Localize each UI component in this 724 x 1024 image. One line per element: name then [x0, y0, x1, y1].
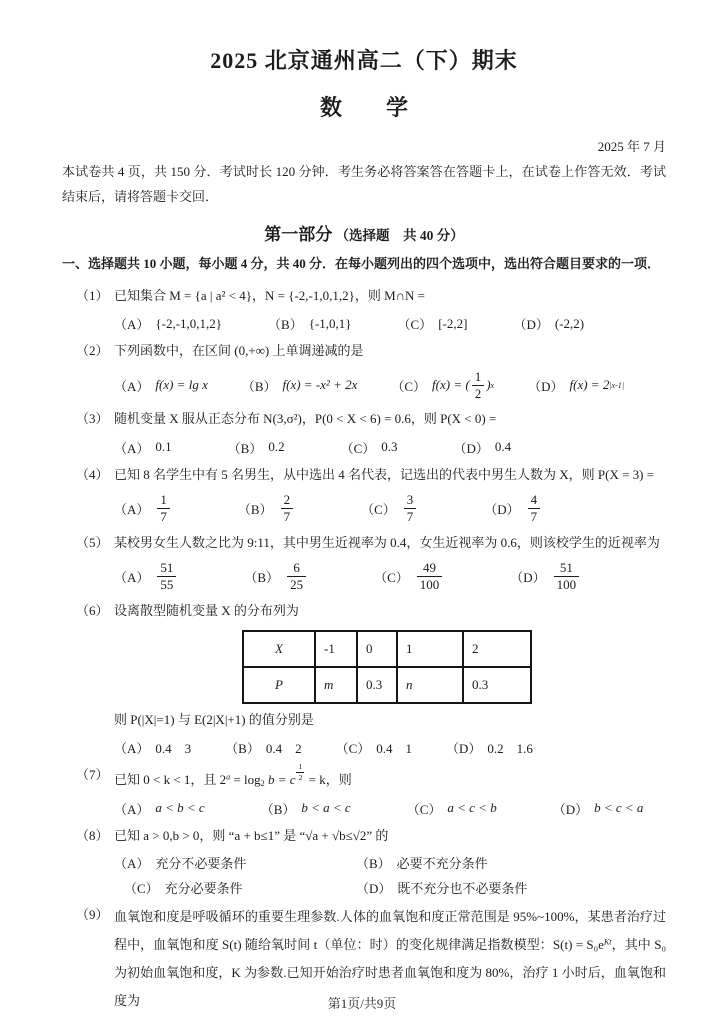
question-1-number: （1）	[76, 287, 109, 303]
table-cell: 0.3	[463, 667, 531, 703]
table-cell: 1	[397, 631, 463, 667]
question-5-stem: 某校男女生人数之比为 9:11，其中男生近视率为 0.4，女生近视率为 0.6，则该校学生的近视率为	[114, 534, 660, 550]
option-value: 0.4 2	[265, 741, 302, 757]
section-intro: 一、选择题共 10 小题，每小题 4 分，共 40 分．在每小题列出的四个选项中，选出符合题目要求的一项．	[62, 255, 661, 271]
subscript: 2	[260, 779, 265, 789]
fraction: $\frac{49}{100}$	[417, 561, 443, 593]
option-value: 必要不充分条件	[396, 856, 488, 872]
question-3-option-b: （B） 0.2	[227, 439, 285, 456]
question-5	[76, 531, 666, 593]
question-8-number: （8）	[76, 827, 109, 843]
question-3-option-d: （D） 0.4	[453, 439, 512, 456]
section-heading	[62, 220, 666, 245]
option-value: f(x) = -x² + 2x	[282, 377, 358, 393]
table-cell: P	[243, 667, 315, 703]
question-2-stem: 下列函数中，在区间 (0,+∞) 上单调递减的是	[114, 343, 364, 359]
question-3-stem: 随机变量 X 服从正态分布 N(3,σ²)，P(0 < X < 6) = 0.6，则 P(X < 0) =	[114, 411, 497, 427]
question-1-stem: 已知集合 M = {a | a² < 4}，N = {-2,-1,0,1,2}，则 M∩N =	[114, 287, 426, 303]
question-2	[76, 339, 666, 401]
question-7-options	[114, 799, 666, 818]
question-2-option-d: （D） f(x) = 2 |x-1|	[528, 377, 625, 394]
option-value: 充分不必要条件	[155, 856, 247, 872]
option-value: 0.1	[155, 439, 172, 455]
question-3	[76, 407, 666, 456]
question-6-number: （6）	[76, 602, 109, 618]
table-cell: X	[243, 631, 315, 667]
question-4-option-a: （A） $\frac{1}{7}$	[114, 493, 172, 525]
section-heading-sub: （选择题 共 40 分）	[335, 227, 464, 243]
question-4-number: （4）	[76, 466, 109, 482]
subject-title: 数 学	[319, 95, 408, 120]
option-value: [-2,2]	[438, 315, 468, 331]
question-4-option-c: （C） $\frac{3}{7}$	[361, 493, 418, 525]
question-6-option-d: （D） 0.2 1.6	[446, 738, 533, 757]
question-8-option-d: （D） 既不充分也不必要条件	[356, 878, 527, 897]
question-2-option-c: （C） f(x) = ( $\frac{1}{2}$ ) x	[391, 368, 495, 401]
question-6-stem: 设离散型随机变量 X 的分布列为	[114, 602, 299, 618]
question-6-option-a: （A） 0.4 3	[114, 738, 191, 757]
exponent: |x-1|	[609, 380, 625, 390]
table-cell: n	[397, 667, 463, 703]
fraction: $\frac{2}{7}$	[281, 493, 294, 525]
question-8-option-c: （C） 充分必要条件	[124, 878, 356, 897]
question-1-option-a: （A） {-2,-1,0,1,2}	[114, 315, 223, 333]
question-1-option-c: （C） [-2,2]	[397, 315, 468, 333]
question-5-options	[114, 561, 666, 593]
question-6-then: 则 P(|X|=1) 与 E(2|X|+1) 的值分别是	[114, 711, 314, 727]
option-value: 0.4	[494, 439, 512, 455]
table-cell: -1	[315, 631, 357, 667]
option-value: a < c < b	[447, 800, 497, 816]
question-2-option-a: （A） f(x) = lg x	[114, 377, 208, 394]
table-cell: m	[315, 667, 357, 703]
option-value: 既不充分也不必要条件	[397, 881, 528, 897]
question-3-number: （3）	[76, 411, 109, 427]
question-3-option-c: （C） 0.3	[340, 439, 398, 456]
question-9-stem: 血氧饱和度是呼吸循环的重要生理参数.人体的血氧饱和度正常范围是 95%~100%，某患者治疗过程中，血氧饱和度 S(t) 随给氧时间 t（单位：时）的变化规律满足指数模型：$S(t) = S_0e^{Kt}$，其中 S₀ 为初始血氧饱和度，K 为参数.已知开始治疗时患者血氧饱和度为 80%，治疗 1 小时后，血氧饱和度为	[114, 909, 666, 1009]
question-3-option-a: （A） 0.1	[114, 439, 172, 456]
question-7-number: （7）	[76, 767, 109, 783]
option-value: b < c < a	[594, 800, 644, 816]
fraction: $\frac{1}{7}$	[157, 493, 170, 525]
question-8-option-a: （A） 充分不必要条件	[114, 853, 356, 872]
fraction: $\frac{51}{55}$	[157, 561, 176, 593]
question-1-option-b: （B） {-1,0,1}	[268, 315, 352, 333]
question-5-option-c: （C） $\frac{49}{100}$	[374, 561, 444, 593]
section-heading-main: 第一部分	[264, 224, 333, 244]
option-value: a < b < c	[155, 800, 205, 816]
option-value: 0.2	[268, 439, 285, 455]
question-4-options	[114, 493, 666, 525]
question-4-option-b: （B） $\frac{2}{7}$	[238, 493, 295, 525]
question-4	[76, 463, 666, 525]
fraction: $\frac{6}{25}$	[287, 561, 306, 593]
page-footer: 第1页/共9页	[327, 996, 397, 1011]
fraction: $\frac{3}{7}$	[404, 493, 417, 525]
question-6-options	[114, 738, 666, 757]
question-8	[76, 824, 666, 897]
exponent: a	[226, 772, 231, 782]
exponent: Kt	[603, 937, 612, 947]
exponent: x	[490, 380, 495, 390]
question-7-option-a: （A） a < b < c	[114, 800, 205, 817]
question-8-stem: 已知 a > 0,b > 0，则 “a + b≤1” 是 “√a + √b≤√2” 的	[114, 827, 389, 843]
question-7	[76, 763, 666, 818]
option-value: (-2,2)	[554, 315, 585, 331]
question-4-option-d: （D） $\frac{4}{7}$	[484, 493, 542, 525]
question-list	[62, 284, 666, 1015]
question-5-number: （5）	[76, 534, 109, 550]
question-5-option-d: （D） $\frac{51}{100}$	[510, 561, 581, 593]
option-value: {-1,0,1}	[308, 315, 352, 331]
fraction: $\frac{4}{7}$	[528, 493, 541, 525]
question-7-option-c: （C） a < c < b	[406, 800, 497, 817]
question-7-option-b: （B） b < a < c	[260, 800, 351, 817]
question-1	[76, 284, 666, 333]
table-row	[243, 667, 531, 703]
question-6-option-c: （C） 0.4 1	[336, 738, 412, 757]
exam-title: 2025 北京通州高二（下）期末	[210, 48, 518, 73]
question-2-options	[114, 370, 666, 402]
table-cell: 0	[357, 631, 397, 667]
option-value: 0.2 1.6	[487, 741, 533, 757]
option-value: 0.3	[381, 439, 398, 455]
option-value: {-2,-1,0,1,2}	[155, 315, 223, 331]
exponent-fraction: $\frac{1}{2}$	[298, 762, 303, 783]
question-2-number: （2）	[76, 343, 109, 359]
question-3-options	[114, 438, 666, 457]
option-value: 充分必要条件	[164, 881, 243, 897]
question-8-option-b: （B） 必要不充分条件	[356, 853, 488, 872]
question-8-options-row-1	[114, 853, 666, 872]
question-8-options-row-2	[114, 878, 666, 897]
question-5-option-b: （B） $\frac{6}{25}$	[244, 561, 308, 593]
exam-date: 2025 年 7 月	[597, 139, 666, 154]
table-cell: 2	[463, 631, 531, 667]
option-value: 0.4 3	[155, 741, 192, 757]
question-7-option-d: （D） b < c < a	[552, 800, 644, 817]
question-1-options	[114, 314, 666, 333]
option-value: f(x) = lg x	[155, 377, 208, 393]
question-5-option-a: （A） $\frac{51}{55}$	[114, 561, 178, 593]
question-6	[76, 599, 666, 758]
distribution-table	[242, 630, 532, 704]
question-4-stem: 已知 8 名学生中有 5 名男生，从中选出 4 名代表，记选出的代表中男生人数为 X，则 P(X = 3) =	[114, 466, 655, 482]
table-row	[243, 631, 531, 667]
option-value: 0.4 1	[376, 741, 413, 757]
question-7-stem: 已知 0 < k < 1，且 $2^a = \log_2 b = c$ $\frac{1}{2}$ = k，则	[114, 762, 352, 789]
question-9-number: （9）	[76, 907, 109, 923]
option-value: b < a < c	[301, 800, 351, 816]
question-6-option-b: （B） 0.4 2	[225, 738, 301, 757]
question-1-option-d: （D） (-2,2)	[513, 315, 585, 333]
question-2-option-b: （B） f(x) = -x² + 2x	[241, 377, 358, 394]
fraction: $\frac{1}{2}$	[472, 370, 485, 402]
fraction: $\frac{51}{100}$	[554, 561, 580, 593]
table-cell: 0.3	[357, 667, 397, 703]
exam-notice: 本试卷共 4 页，共 150 分．考试时长 120 分钟．考生务必将答案答在答题卡上，在试卷上作答无效．考试结束后，请将答题卡交回．	[62, 164, 666, 205]
